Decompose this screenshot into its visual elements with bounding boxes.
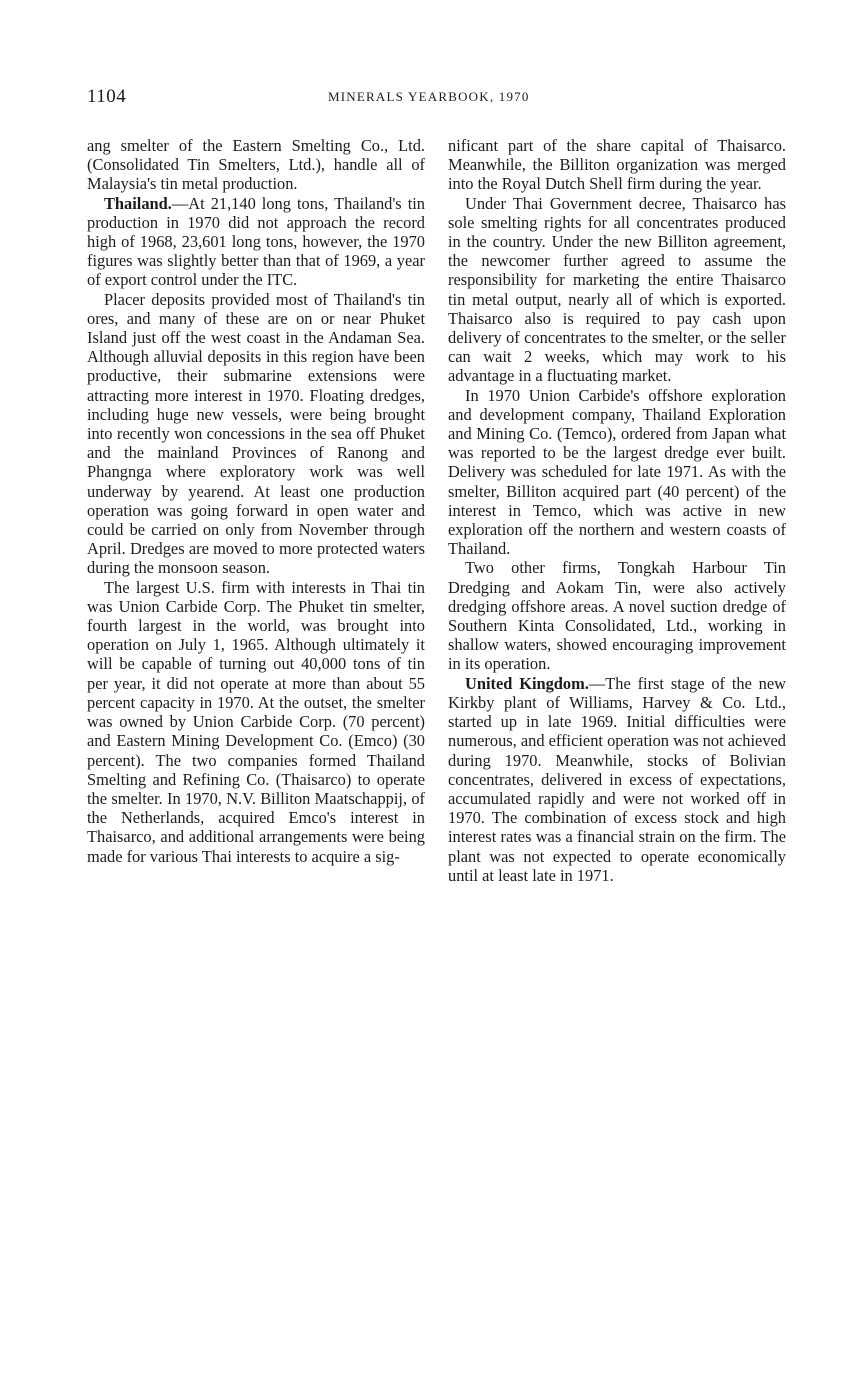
paragraph-thailand-production	[87, 194, 425, 290]
paragraph-offshore-firms: Two other firms, Tongkah Harbour Tin Dredging and Aokam Tin, were also actively dredging offshore areas. A novel suction dredge of Southern Kinta Consolidated, Ltd., working in shallow waters, showed encouraging improvement in its operation.	[448, 558, 786, 674]
paragraph-malaysia-continued: ang smelter of the Eastern Smelting Co., Ltd. (Consolidated Tin Smelters, Ltd.), handle all of Malaysia's tin metal production.	[87, 136, 425, 194]
paragraph-temco: In 1970 Union Carbide's offshore exploration and development company, Thailand Exploration and Mining Co. (Temco), ordered from Japan what was reported to be the largest dredge ever built. Delivery was scheduled for late 1971. As with the smelter, Billiton acquired part (40 percent) of the interest in Temco, which was active in new exploration off the northern and western coasts of Thailand.	[448, 385, 786, 559]
paragraph-thailand-production-text: —At 21,140 long tons, Thailand's tin production in 1970 did not approach the record high of 1968, 23,601 long tons, however, the 1970 figures was slightly better than that of 1969, a year of export control under the ITC.	[87, 193, 425, 290]
left-column	[87, 136, 425, 866]
running-title: MINERALS YEARBOOK, 1970	[328, 89, 530, 104]
right-column	[448, 136, 786, 885]
paragraph-thaisarco-capital: nificant part of the share capital of Thaisarco. Meanwhile, the Billiton organization was merged into the Royal Dutch Shell firm during the year.	[448, 136, 786, 194]
paragraph-placer-deposits: Placer deposits provided most of Thailand's tin ores, and many of these are on or near Phuket Island just off the west coast in the Andaman Sea. Although alluvial deposits in this region have been productive, their submarine extensions were attracting more interest in 1970. Floating dredges, including huge new vessels, were being brought into recently won concessions in the sea off Phuket and the mainland Provinces of Ranong and Phangnga where exploratory work was well underway by yearend. At least one production operation was going forward in open water and could be carried on only from November through April. Dredges are moved to more protected waters during the monsoon season.	[87, 289, 425, 578]
paragraph-united-kingdom	[448, 674, 786, 885]
page-number: 1104	[87, 86, 127, 107]
paragraph-government-decree: Under Thai Government decree, Thaisarco has sole smelting rights for all concentrates produced in the country. Under the new Billiton agreement, the newcomer further agreed to assume the responsibility for marketing the entire Thaisarco tin metal output, nearly all of which is exported. Thaisarco also is required to pay cash upon delivery of concentrates to the smelter, or the seller can wait 2 weeks, which may work to his advantage in a fluctuating market.	[448, 193, 786, 386]
paragraph-united-kingdom-text: —The first stage of the new Kirkby plant of Williams, Harvey & Co. Ltd., started up in late 1969. Initial difficulties were numerous, and efficient operation was not achieved during 1970. Meanwhile, stocks of Bolivian concentrates, delivered in excess of expectations, accumulated rapidly and were not worked off in 1970. The combination of excess stock and high interest rates was a financial strain on the firm. The plant was not expected to operate economically until at least late in 1971.	[448, 673, 786, 885]
country-heading-thailand: Thailand.	[104, 193, 172, 213]
country-heading-united-kingdom: United Kingdom.	[465, 673, 589, 693]
paragraph-union-carbide: The largest U.S. firm with interests in Thai tin was Union Carbide Corp. The Phuket tin smelter, fourth largest in the world, was brought into operation on July 1, 1965. Although ultimately it will be capable of turning out 40,000 tons of tin per year, it did not operate at more than about 55 percent capacity in 1970. At the outset, the smelter was owned by Union Carbide Corp. (70 percent) and Eastern Mining Development Co. (Emco) (30 percent). The two companies formed Thailand Smelting and Refining Co. (Thaisarco) to operate the smelter. In 1970, N.V. Billiton Maatschappij, of the Netherlands, acquired Emco's interest in Thaisarco, and additional arrangements were being made for various Thai interests to acquire a sig-	[87, 577, 425, 866]
